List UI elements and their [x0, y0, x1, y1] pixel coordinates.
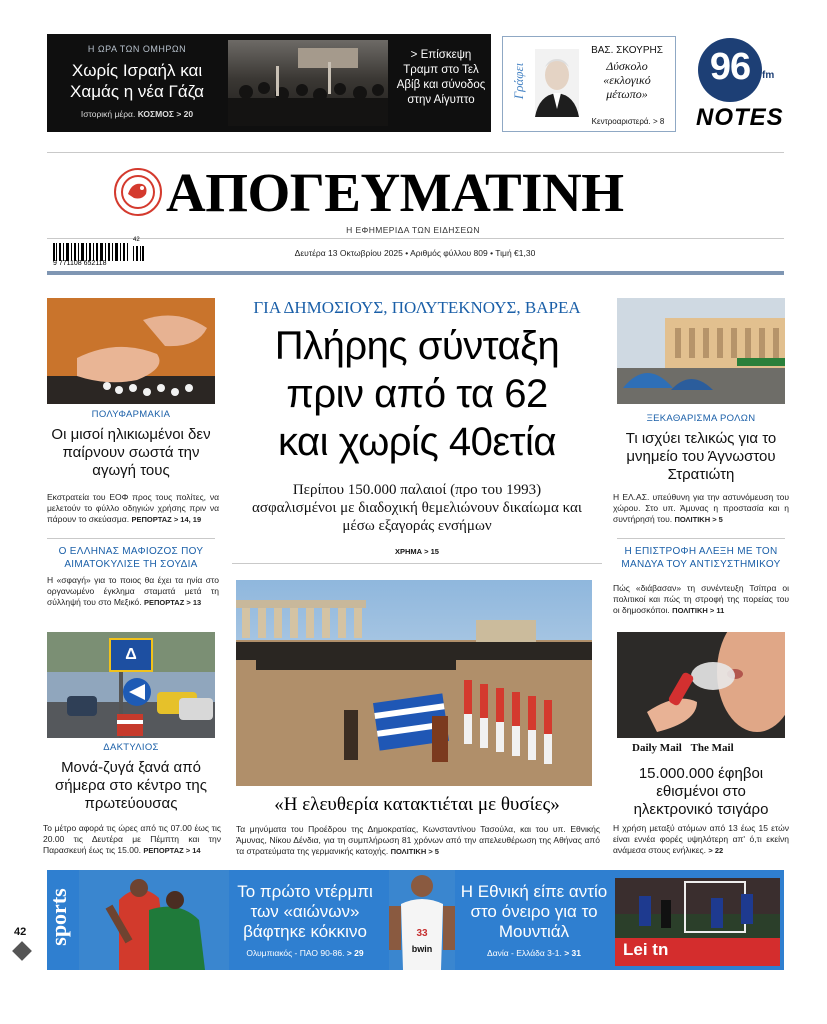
left-story3-ref[interactable]: ΡΕΠΟΡΤΑΖ > 14: [143, 846, 201, 855]
lead-headline-line3[interactable]: και χωρίς 40ετία: [278, 420, 556, 464]
left-story1-body: [47, 492, 219, 525]
photo-story-headline[interactable]: «Η ελευθερία κατακτιέται με θυσίες»: [274, 794, 560, 815]
left-story2-kicker: Ο ΕΛΛΗΝΑΣ ΜΑΦΙΟΖΟΣ ΠΟΥ ΑΙΜΑΤΟΚΥΛΙΣΕ ΤΗ ΣΟΥΔΙΑ: [58, 546, 204, 570]
date-line: Δευτέρα 13 Οκτωβρίου 2025 • Αριθμός φύλλου 809 • Τιμή €1,30: [294, 248, 536, 258]
column-footer: Κεντροαριστερά. > 8: [591, 117, 665, 126]
columnist-name: ΒΑΣ. ΣΚΟΥΡΗΣ: [591, 45, 663, 56]
radio-name: NOTES: [696, 104, 784, 131]
emblem-icon: [116, 170, 160, 214]
masthead-mid-rule: [47, 238, 784, 239]
column-box[interactable]: [502, 36, 676, 132]
vaping-illustration: [617, 632, 785, 738]
pills-illustration: [47, 298, 215, 404]
sports-story2-footer: [455, 948, 613, 958]
left-story1-ref[interactable]: ΡΕΠΟΡΤΑΖ > 14, 19: [131, 515, 202, 524]
jersey-brand: bwin: [411, 944, 433, 954]
right-story1-headline[interactable]: Τι ισχύει τελικώς για το μνημείο του Άγνωστου Στρατιώτη: [625, 430, 777, 483]
center-divider: [232, 563, 602, 564]
traffic-photo: [47, 632, 215, 738]
left-divider-1: [47, 538, 215, 539]
top-banner-side-text: > Επίσκεψη Τραμπ στο Τελ Αβίβ και σύνοδος στην Αίγυπτο: [396, 49, 486, 106]
parliament-illustration: [617, 298, 785, 404]
masthead-bottom-rule: [47, 271, 784, 275]
lead-ref[interactable]: ΧΡΗΜΑ > 15: [395, 547, 439, 556]
barcode-digits: 9 771108 652118: [53, 260, 107, 267]
sports-story1-sub: Ολυμπιακός - ΠΑΟ 90-86.: [246, 948, 345, 958]
radio-fm: fm: [762, 70, 775, 81]
right-story2-kicker: Η ΕΠΙΣΤΡΟΦΗ ΑΛΕΞΗ ΜΕ ΤΟΝ ΜΑΝΔΥΑ ΤΟΥ ΑΝΤΙΣΥΣΤΗΜΙΚΟΥ: [621, 546, 781, 570]
column-label: Γράφει: [511, 62, 526, 100]
barcode: [53, 237, 145, 267]
masthead-tagline: Η ΕΦΗΜΕΡΙΔΑ ΤΩΝ ΕΙΔΗΣΕΩΝ: [346, 225, 480, 235]
top-banner-sub: Ιστορική μέρα.: [80, 109, 136, 119]
daily-mail-logo: [632, 742, 782, 754]
photo-story-text: Τα μηνύματα του Προέδρου της Δημοκρατίας, Κωνσταντίνου Τασούλα, και του υπ. Εθνικής Άμυνας, Νίκου Δένδια, για τη συμπλήρωση 81 χρόνων από την απελευθέρωση της Αθήνας από τα στρατεύματα της γερμανικής κατοχής.: [236, 824, 600, 856]
lead-headline-line1[interactable]: Πλήρης σύνταξη: [274, 324, 560, 368]
hostages-photo: [228, 40, 388, 126]
left-story2-text: Η «σφαγή» για το ποιος θα έχει τα ηνία στο οργανωμένο έγκλημα σταματά μετά τη σύλληψή του στο Μεξικό.: [47, 575, 219, 607]
masthead-title: ΑΠΟΓΕΥΜΑΤΙΝΗ: [166, 162, 624, 223]
sports-story1-footer: [223, 948, 387, 958]
sports-story2-sub: Δανία - Ελλάδα 3-1.: [487, 948, 562, 958]
left-story1-kicker: ΠΟΛΥΦΑΡΜΑΚΙΑ: [91, 409, 171, 420]
lead-kicker: ΓΙΑ ΔΗΜΟΣΙΟΥΣ, ΠΟΛΥΤΕΚΝΟΥΣ, ΒΑΡΕΑ: [253, 298, 581, 317]
barcode-bars: [53, 243, 145, 261]
left-story3-text: Το μέτρο αφορά τις ώρες από τις 07.00 έως τις 20.00 τις Δευτέρα με Πέμπτη και την Παρασκευή έως τις 15.00.: [43, 823, 221, 855]
left-story1-headline[interactable]: Οι μισοί ηλικιωμένοι δεν παίρνουν σωστά την αγωγή τους: [51, 426, 211, 479]
sports-story1-ref[interactable]: > 29: [346, 948, 364, 958]
left-story3-kicker: ΔΑΚΤΥΛΙΟΣ: [103, 742, 159, 753]
right-story3-body: [613, 823, 789, 856]
right-story2-body: [613, 583, 789, 616]
top-banner[interactable]: [47, 34, 491, 132]
column-title: Δύσκολο «εκλογικό μέτωπο»: [603, 59, 651, 101]
basketball-players-illustration: [79, 870, 229, 970]
barcode-addon: 42: [133, 237, 140, 243]
basketball-photo-1: [79, 870, 229, 970]
football-photo: [615, 878, 780, 966]
left-story2-ref[interactable]: ΡΕΠΟΡΤΑΖ > 13: [144, 598, 202, 607]
top-banner-page: > 20: [176, 109, 194, 119]
top-banner-headline: Χωρίς Ισραήλ και Χαμάς η νέα Γάζα: [70, 61, 204, 101]
sports-story1-headline[interactable]: Το πρώτο ντέρμπι των «αιώνων» βάφτηκε κόκκινο: [237, 882, 373, 941]
parliament-photo: [617, 298, 785, 404]
left-story1-text: Εκστρατεία του ΕΟΦ προς τους πολίτες, να μελετούν το φύλλο οδηγιών χρήσης πριν να πάρουν το σκεύασμα.: [47, 492, 219, 524]
masthead-top-rule: [47, 152, 784, 153]
right-story1-kicker: ΞΕΚΑΘΑΡΙΣΜΑ ΡΟΛΩΝ: [646, 413, 756, 424]
photo-story-body: [236, 824, 600, 857]
basketball-photo-2: [389, 870, 455, 970]
right-story1-body: [613, 492, 789, 525]
traffic-sign-letter: Δ: [125, 646, 137, 663]
pills-photo: [47, 298, 215, 404]
right-story3-headline[interactable]: 15.000.000 έφηβοι εθισμένοι στο ηλεκτρονικό τσιγάρο: [633, 765, 769, 818]
columnist-photo: [535, 49, 579, 117]
crowd-illustration: [228, 40, 388, 126]
lead-standfirst: Περίπου 150.000 παλαιοί (προ του 1993) ασφαλισμένοι με διαδοχική θεμελιώνουν δικαίωμα και μέσω εξαγοράς ενσήμων: [252, 482, 582, 534]
the-mail-brand: The Mail: [690, 742, 734, 754]
left-story3-headline[interactable]: Μονά-ζυγά ξανά από σήμερα στο κέντρο της πρωτεύουσας: [55, 759, 207, 812]
vaping-photo: [617, 632, 785, 738]
sports-story2-headline[interactable]: Η Εθνική είπε αντίο στο όνειρο για το Μουντιάλ: [460, 882, 608, 941]
lead-headline-line2[interactable]: πριν από τα 62: [286, 372, 548, 416]
right-story1-ref[interactable]: ΠΟΛΙΤΙΚΗ > 5: [674, 515, 723, 524]
right-divider-1: [617, 538, 785, 539]
sports-label: sports: [46, 888, 71, 946]
top-banner-section: ΚΟΣΜΟΣ: [137, 109, 174, 119]
top-banner-kicker: Η ΩΡΑ ΤΩΝ ΟΜΗΡΩΝ: [87, 44, 187, 54]
jersey-number: 33: [416, 928, 428, 939]
page-number: 42: [14, 926, 27, 938]
photo-story-ref[interactable]: ΠΟΛΙΤΙΚΗ > 5: [390, 847, 439, 856]
sports-banner[interactable]: [47, 870, 784, 970]
top-banner-byline: [47, 109, 227, 119]
right-story3-text: Η χρήση μεταξύ ατόμων από 13 έως 15 ετών είναι εννέα φορές υψηλότερη απ' ό,τι εκείνη ανάμεσα στους ενήλικες.: [613, 823, 789, 855]
masthead-logo-emblem: [114, 168, 162, 216]
right-story3-ref[interactable]: > 22: [708, 846, 724, 855]
acropolis-illustration: [236, 580, 592, 786]
traffic-sign: [109, 638, 153, 672]
page-marker-icon: [12, 941, 32, 961]
radio-logo[interactable]: [694, 38, 784, 134]
left-story2-body: [47, 575, 219, 608]
ad-board-text: Lei tn: [623, 940, 669, 959]
daily-mail-brand: Daily Mail: [632, 742, 682, 754]
radio-number: 96: [709, 46, 751, 88]
sports-story2-ref[interactable]: > 31: [564, 948, 581, 958]
columnist-portrait: [535, 49, 579, 117]
right-story1-text: Η ΕΛ.ΑΣ. υπεύθυνη για την αστυνόμευση του χώρου. Στο υπ. Άμυνας η προστασία και η συντήρησή του.: [613, 492, 789, 524]
basketball-player-illustration: [389, 870, 455, 970]
right-story2-text: Πώς «διάβασαν» τη συνέντευξη Τσίπρα οι πολιτικοί και πώς τη στροφή της πορείας του οι δημοσκόποι.: [613, 583, 789, 615]
right-story2-ref[interactable]: ΠΟΛΙΤΙΚΗ > 11: [672, 606, 725, 615]
left-story3-body: [43, 823, 221, 856]
acropolis-photo: [236, 580, 592, 786]
